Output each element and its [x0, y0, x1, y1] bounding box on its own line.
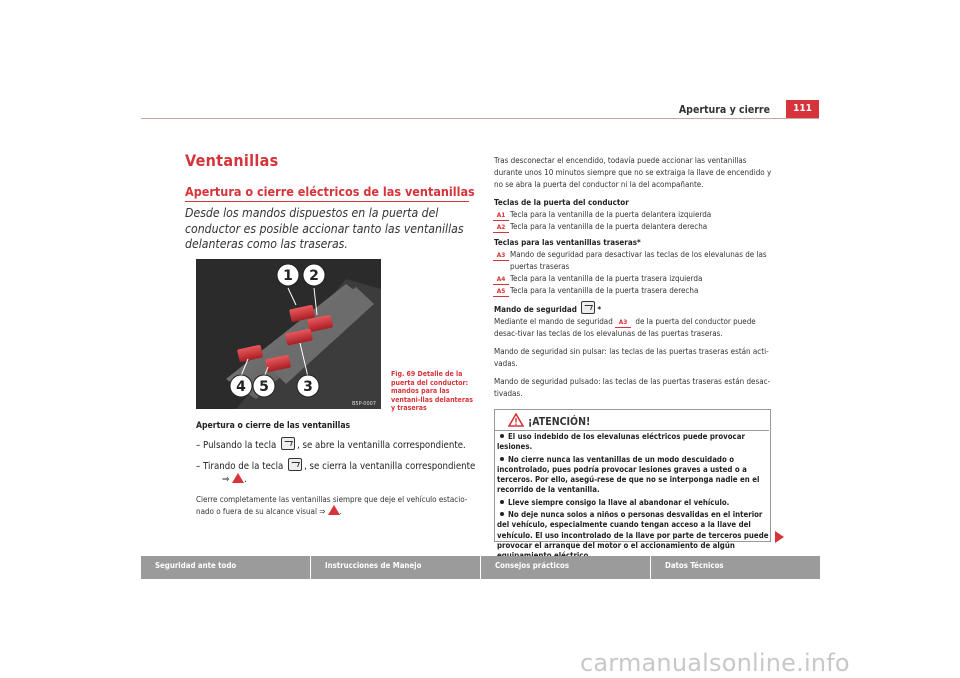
label-a3-inline: A3	[615, 317, 631, 328]
warning-item-text: No deje nunca solos a niños o personas desvalidas en el interior del vehículo, especialmente cuando tengan acceso a la llave del vehículo. El uso incontrolado de la llave por parte de terceros puede provocar el arranque del motor o el accionamiento de algún	[497, 510, 769, 550]
rear-item-a5	[494, 285, 774, 297]
safety-heading-star: *	[597, 305, 602, 314]
apertura-item-close-prefix: – Tirando de la tecla	[196, 461, 284, 472]
warning-title: ¡ATENCIÓN!	[528, 416, 591, 428]
rear-heading: Teclas para las ventanillas traseras*	[494, 238, 641, 247]
safety-p1-end: de la puerta del conductor puede desac-tivar las teclas de los elevalunas de las puertas traseras.	[494, 317, 756, 338]
warning-triangle-icon	[328, 505, 340, 515]
warning-item	[497, 432, 769, 453]
apertura-heading: Apertura o cierre de las ventanillas	[196, 421, 351, 431]
driver-heading: Teclas de la puerta del conductor	[494, 198, 629, 207]
footer-nav	[141, 556, 820, 579]
window-key-icon	[288, 458, 302, 471]
note-body: Cierre completamente las ventanillas siempre que deje el vehículo estacio-nado o fuera de su alcance visual ⇒	[196, 495, 468, 516]
driver-item-a2	[494, 221, 774, 233]
right-intro: Tras desconectar el encendido, todavía puede accionar las ventanillas durante unos 10 minutos siempre que no se extraiga la llave de encendido y no se abra la puerta del conductor ni la del acompañante.	[494, 156, 772, 189]
warning-ref-arrow[interactable]: ⇒	[222, 474, 230, 485]
rear-item-a4	[494, 273, 774, 285]
label-a2: A2	[493, 222, 509, 233]
safety-paragraph-3: Mando de seguridad pulsado: las teclas de las puertas traseras están desac-tivadas.	[494, 377, 771, 398]
window-key-icon	[281, 437, 295, 450]
figure-code: B5P-0007	[351, 401, 376, 407]
driver-item-a2-text: Tecla para la ventanilla de la puerta delantera derecha	[510, 222, 708, 231]
apertura-item-open-suffix: , se abre la ventanilla correspondiente.	[297, 440, 466, 451]
warning-rule	[495, 430, 769, 431]
footer-tab-seguridad[interactable]: Seguridad ante todo	[141, 556, 311, 579]
warning-item-text: Lleve siempre consigo la llave al abandonar el vehículo.	[508, 497, 730, 507]
window-controls-illustration	[196, 259, 381, 409]
safety-paragraph-1	[494, 316, 774, 340]
bullet-icon	[500, 500, 504, 504]
label-a3: A3	[493, 250, 509, 261]
warning-triangle-icon	[232, 473, 244, 483]
figure-caption: Fig. 69 Detalle de la puerta del conductor: mandos para las ventani-llas delanteras y traseras	[391, 370, 473, 412]
section-title: Ventanillas	[185, 151, 279, 170]
warning-item	[497, 498, 769, 508]
rear-item-a4-text: Tecla para la ventanilla de la puerta trasera izquierda	[510, 274, 703, 283]
apertura-item-open-prefix: – Pulsando la tecla	[196, 440, 277, 451]
safety-p1-start: Mediante el mando de seguridad	[494, 317, 613, 326]
warning-list	[497, 432, 769, 564]
intro-text: Desde los mandos dispuestos en la puerta del conductor es posible accionar tanto las ventanillas delanteras como las traseras.	[185, 206, 464, 251]
continue-arrow-icon[interactable]	[775, 531, 784, 543]
label-a4: A4	[493, 274, 509, 285]
warning-item	[497, 455, 769, 496]
child-lock-icon	[581, 301, 595, 314]
note-text: Cierre completamente las ventanillas siempre que deje el vehículo estacio-nado o fuera de su alcance visual ⇒ .	[196, 495, 468, 516]
footer-tab-consejos[interactable]: Consejos prácticos	[481, 556, 651, 579]
apertura-item-open	[196, 437, 466, 452]
driver-item-a1	[494, 209, 774, 221]
label-a5: A5	[493, 286, 509, 297]
warning-item-text: No cierre nunca las ventanillas de un modo descuidado o incontrolado, pues podría provocar lesiones graves a usted o a terceros. Por ello, asegú-rese de que no se interponga nadie en el recorrido de la ventanilla.	[497, 454, 760, 495]
figure-callout-5: 5	[259, 379, 269, 395]
bullet-icon	[500, 457, 504, 461]
safety-heading	[494, 301, 774, 316]
rear-item-a3	[494, 249, 774, 273]
header-title: Apertura y cierre	[678, 104, 770, 116]
header-rule	[141, 118, 819, 119]
warning-item-text: El uso indebido de los elevalunas eléctricos puede provocar lesiones.	[497, 432, 745, 452]
subsection-title: Apertura o cierre eléctricos de las ventanillas	[185, 184, 475, 199]
bullet-icon	[500, 512, 504, 516]
footer-tab-datos[interactable]: Datos Técnicos	[665, 561, 724, 570]
safety-heading-text: Mando de seguridad	[494, 305, 577, 314]
right-column	[494, 155, 774, 400]
watermark: carmanualsonline.info	[580, 649, 850, 677]
figure-callout-1: 1	[283, 268, 293, 284]
figure-callout-3: 3	[303, 379, 313, 395]
warning-triangle-icon	[508, 412, 524, 431]
rear-item-a5-text: Tecla para la ventanilla de la puerta trasera derecha	[510, 286, 699, 295]
subsection-rule	[185, 201, 469, 202]
warning-item	[497, 510, 769, 561]
label-a1: A1	[493, 210, 509, 221]
figure-window-controls	[196, 259, 381, 409]
safety-paragraph-2: Mando de seguridad sin pulsar: las teclas de las puertas traseras están acti-vadas.	[494, 347, 769, 368]
apertura-item-close: – Tirando de la tecla , se cierra la ventanilla correspondiente ⇒ .	[196, 458, 478, 486]
rear-item-a3-text: Mando de seguridad para desactivar las teclas de los elevalunas de las puertas traseras	[510, 250, 767, 271]
driver-item-a1-text: Tecla para la ventanilla de la puerta delantera izquierda	[510, 210, 712, 219]
bullet-icon	[500, 434, 504, 438]
apertura-item-close-suffix: , se cierra la ventanilla correspondiente	[304, 461, 476, 472]
footer-tab-instrucciones[interactable]: Instrucciones de Manejo	[311, 556, 481, 579]
figure-callout-4: 4	[236, 379, 246, 395]
page-number: 111	[786, 100, 819, 118]
figure-callout-2: 2	[309, 268, 319, 284]
